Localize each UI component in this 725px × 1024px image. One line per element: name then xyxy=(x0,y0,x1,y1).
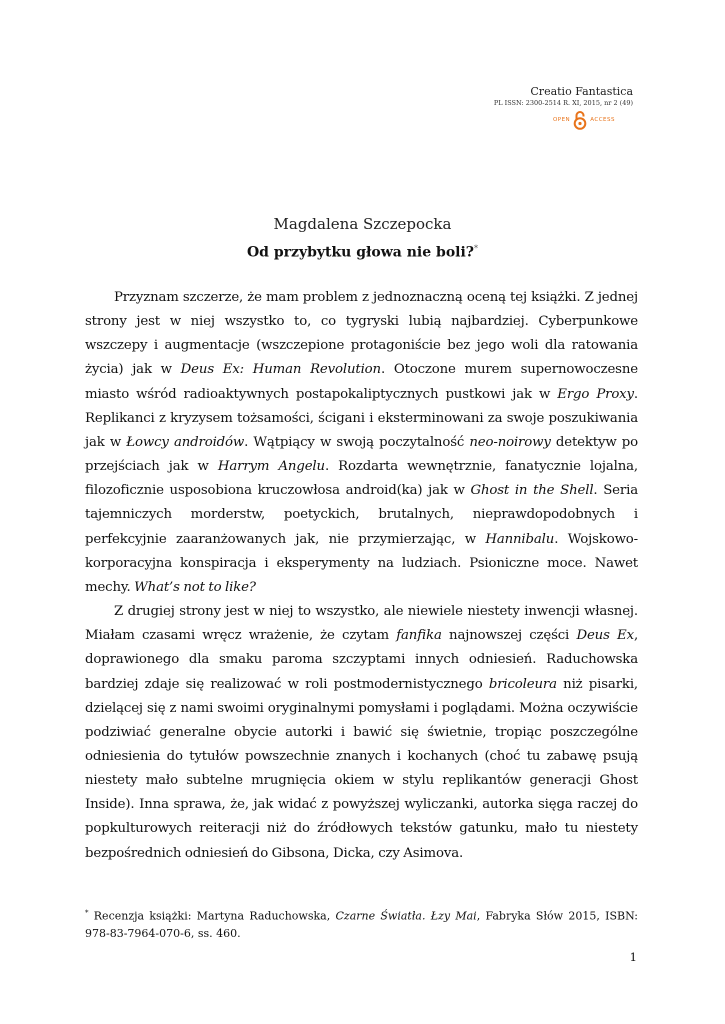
article-title xyxy=(0,244,725,261)
text-run: . Wątpiący w swoją poczytalność xyxy=(244,434,470,450)
text-run: niż pisarki, dzielącej się z nami swoimi oryginalnymi pomysłami i poglądami. Można oczywiście podziwiać generalne obycie autorki i bawić się świetnie, tropiąc poszczególne odniesienia do tytułów powszechnie znanych i kochanych (choć tu zabawę psują niestety mało subtelne mrugnięcia okiem w stylu replikantów generacji Ghost Inside). Inna sprawa, że, jak widać z powyższej wyliczanki, autorka sięga raczej do popkulturowych reiteracji niż do źródłowych tekstów gatunku, mało tu niestety bezpośrednich odniesień do Gibsona, Dicka, czy Asimova. xyxy=(85,676,639,861)
open-access-lock-icon xyxy=(573,110,587,130)
article-body xyxy=(85,286,638,866)
open-access-badge xyxy=(473,110,633,130)
text-run: Przyznam szczerze, że mam problem z jednoznaczną oceną tej książki. Z jednej strony jest w niej wszystko to, co tygryski lubią najbardziej. Cyberpunkowe wszczepy i augmentacje (wszczepione protagoniście bez jego woli dla ratowania życia) jak w xyxy=(85,290,638,378)
text-run: . Rozdarta wewnętrznie, fanatycznie lojalna, filozoficznie usposobiona kruczowłosa android(ka) jak w xyxy=(85,459,639,499)
italic-text: Harrym Angelu xyxy=(217,459,325,475)
footnote-marker: * xyxy=(474,244,478,253)
text-run: . Wojskowo-korporacyjna konspiracja i eksperymenty na ludziach. Psioniczne moce. Nawet mechy. xyxy=(85,531,639,595)
journal-issn: PL ISSN: 2300-2514 R. XI, 2015, nr 2 (49) xyxy=(493,99,633,107)
text-run: . Otoczone murem supernowoczesne miasto wśród radioaktywnych postapokaliptycznych pustkowi jak w xyxy=(85,362,638,402)
italic-text: Ergo Proxy xyxy=(557,386,634,402)
author-name: Magdalena Szczepocka xyxy=(273,215,452,233)
journal-name: Creatio Fantastica xyxy=(530,85,633,98)
italic-text: Hannibalu xyxy=(485,531,555,547)
footnote-marker: * xyxy=(85,909,89,917)
text-run: , doprawionego dla smaku paroma szczyptami innych odniesień. Raduchowska bardziej zdaje się realizować w roli postmodernistycznego xyxy=(85,628,639,692)
article-title-text: Od przybytku głowa nie boli? xyxy=(246,244,474,261)
text-run: . Seria tajemniczych morderstw, poetyckich, brutalnych, nieprawdopodobnych i perfekcyjnie zaaranżowanych jak, nie przymierzając, w xyxy=(85,483,638,547)
italic-text: Łowcy androidów xyxy=(126,434,245,450)
italic-text: Deus Ex: Human Revolution xyxy=(180,362,381,378)
text-run: . Replikanci z kryzysem tożsamości, ścigani i eksterminowani za swoje poszukiwania jak w xyxy=(85,386,638,450)
italic-text: Czarne Światła. Łzy Mai xyxy=(335,909,477,923)
open-access-label-left: OPEN xyxy=(552,117,571,123)
italic-text: Deus Ex xyxy=(576,628,634,644)
italic-text: fanfika xyxy=(396,628,442,644)
italic-text: Ghost in the Shell xyxy=(470,483,594,499)
italic-text: neo-noirowy xyxy=(469,434,551,450)
text-run: Recenzja książki: Martyna Raduchowska, xyxy=(88,909,336,923)
open-access-label-right: ACCESS xyxy=(590,117,615,123)
text-run: Z drugiej strony jest w niej to wszystko, ale niewiele niestety inwencji własnej. Miałam czasami wręcz wrażenie, że czytam xyxy=(85,604,638,644)
text-run: detektyw po przejściach jak w xyxy=(85,434,639,475)
text-run: , Fabryka Słów 2015, ISBN: 978-83-7964-070-6, ss. 460. xyxy=(85,909,639,940)
journal-header xyxy=(473,85,633,130)
footnote xyxy=(85,905,638,942)
paragraph xyxy=(85,600,638,866)
italic-text: bricoleura xyxy=(488,676,557,692)
paragraph xyxy=(85,286,638,600)
page-number: 1 xyxy=(629,950,637,964)
text-run: najnowszej części xyxy=(441,628,577,644)
italic-text: What’s not to like? xyxy=(134,579,256,595)
